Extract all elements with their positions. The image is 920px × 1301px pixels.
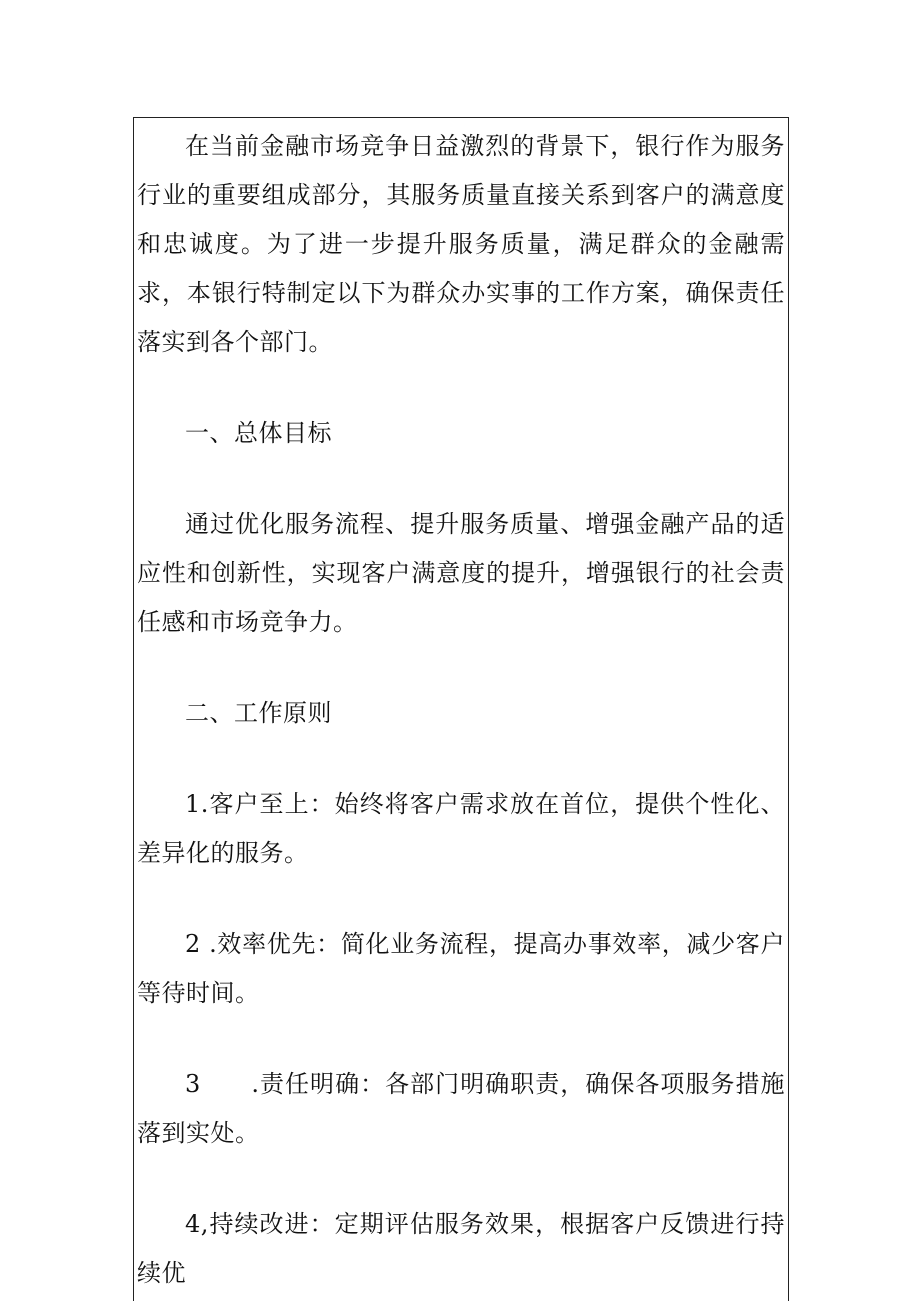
overall-goal-paragraph: 通过优化服务流程、提升服务质量、增强金融产品的适应性和创新性，实现客户满意度的提升，增强银行的社会责任感和市场竞争力。 — [137, 510, 785, 636]
principle-item: 2 .效率优先：简化业务流程，提高办事效率，减少客户等待时间。 — [137, 930, 785, 1007]
document-body — [137, 122, 785, 1298]
principle-item: 4,持续改进：定期评估服务效果，根据客户反馈进行持续优 — [137, 1210, 785, 1287]
principle-item: 1.客户至上：始终将客户需求放在首位，提供个性化、差异化的服务。 — [137, 790, 785, 867]
principle-item: 3 .责任明确：各部门明确职责，确保各项服务措施落到实处。 — [137, 1070, 785, 1147]
section-heading-overall-goal: 一、总体目标 — [185, 419, 332, 447]
intro-paragraph: 在当前金融市场竞争日益激烈的背景下，银行作为服务行业的重要组成部分，其服务质量直接关系到客户的满意度和忠诚度。为了进一步提升服务质量，满足群众的金融需求，本银行特制定以下为群众办实事的工作方案，确保责任落实到各个部门。 — [137, 132, 785, 356]
section-heading-work-principles: 二、工作原则 — [185, 699, 332, 727]
